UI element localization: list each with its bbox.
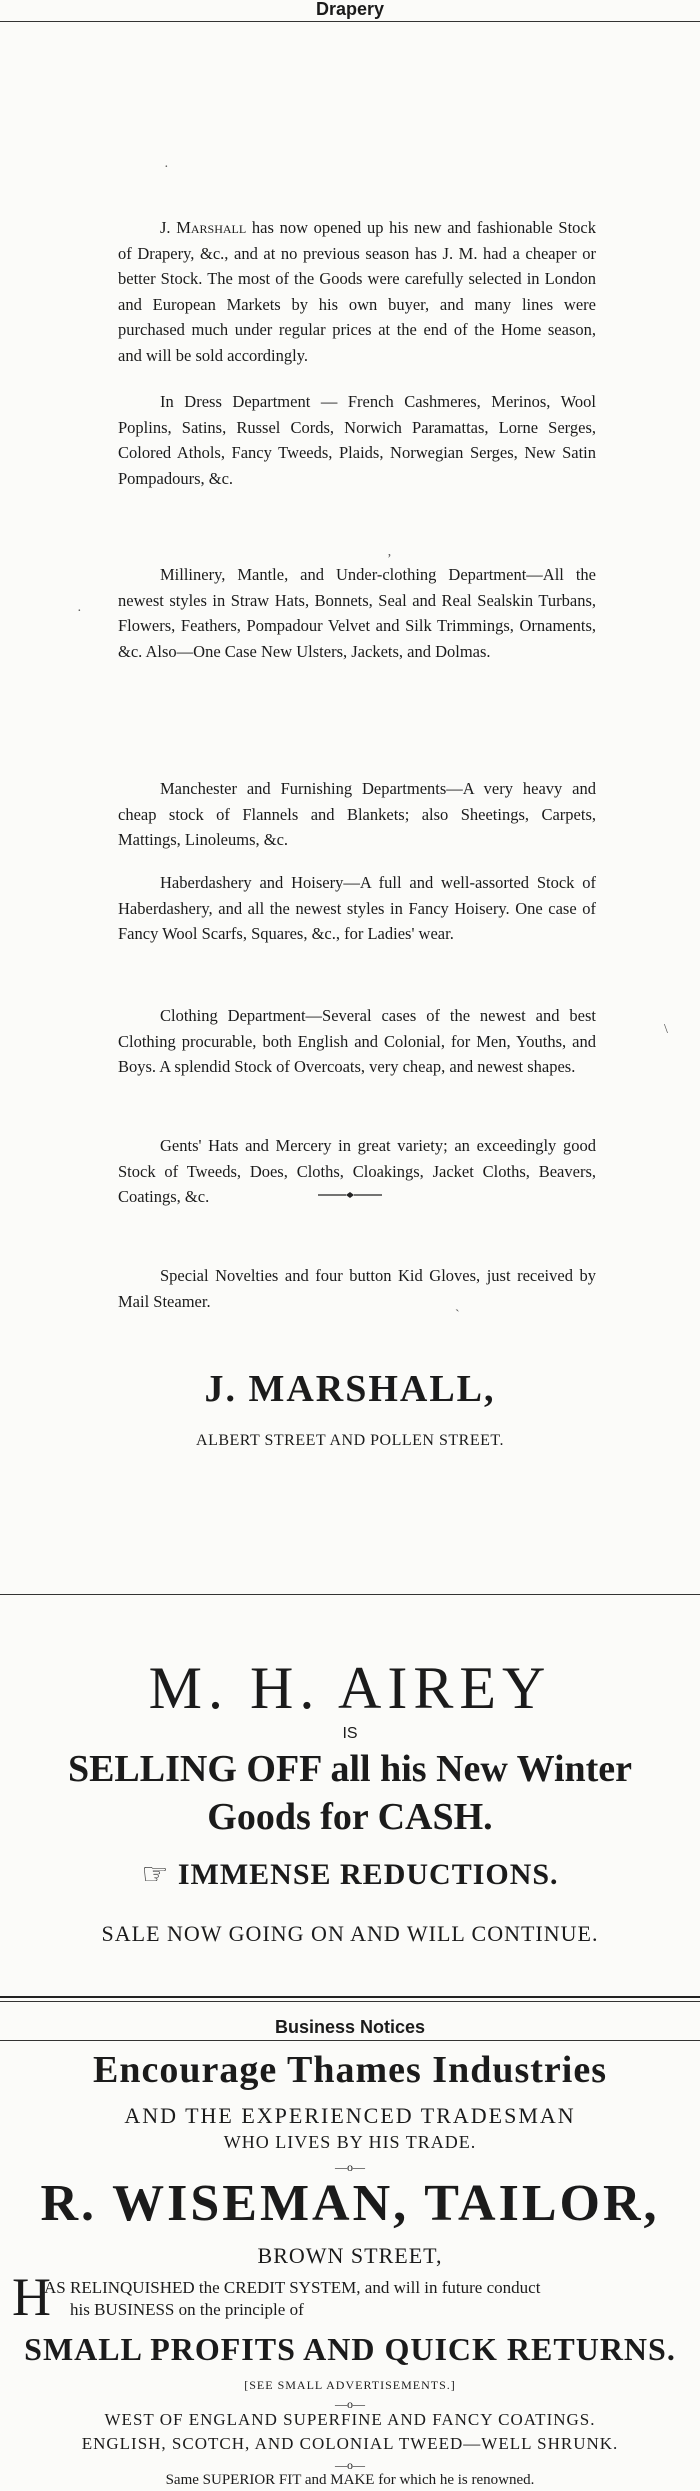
wiseman-name: R. WISEMAN, TAILOR, xyxy=(40,2175,660,2232)
airey-sale-notice: SALE NOW GOING ON AND WILL CONTINUE. xyxy=(101,1921,599,1946)
separator-o: —o— xyxy=(335,2397,365,2411)
encourage-heading: Encourage Thames Industries xyxy=(92,2049,608,2091)
business-header-rule xyxy=(0,2040,700,2041)
print-speck: ` xyxy=(455,1308,460,1323)
small-profits: SMALL PROFITS AND QUICK RETURNS. xyxy=(24,2331,676,2367)
airey-selling-off: SELLING OFF all his New Winter xyxy=(67,1748,633,1790)
print-speck: · xyxy=(77,604,82,619)
marshall-lead: J. Marshall xyxy=(160,218,247,237)
west-of-england: WEST OF ENGLAND SUPERFINE AND FANCY COATINGS. xyxy=(104,2410,596,2429)
superior-fit: Same SUPERIOR FIT and MAKE for which he is renowned. xyxy=(165,2472,535,2488)
marshall-intro-text: has now opened up his new and fashionable Stock of Drapery, &c., and at no previous season has J. M. had a cheaper or better Stock. The most of the Goods were carefully selected in London and European Markets by his own buyer, and many lines were purchased much under regular prices at the end of the Home season, and will be sold accordingly. xyxy=(118,218,597,365)
ornamental-divider xyxy=(318,1192,382,1198)
airey-reductions-line xyxy=(0,1858,700,1892)
section-header-drapery: Drapery xyxy=(315,0,385,19)
marshall-address: ALBERT STREET AND POLLEN STREET. xyxy=(196,1432,504,1449)
marshall-paragraph-millinery: Millinery, Mantle, and Under-clothing Department—All the newest styles in Straw Hats, Bonnets, Seal and Real Sealskin Turbans, Flowers, Feathers, Pompadour Velvet and Silk Trimmings, Ornaments, &c. Also—One Case New Ulsters, Jackets, and Dolmas. xyxy=(118,565,596,661)
marshall-paragraph-intro xyxy=(118,215,596,369)
separator-o: —o— xyxy=(335,2458,365,2472)
drop-cap: H xyxy=(12,2267,51,2327)
experienced-tradesman: AND THE EXPERIENCED TRADESMAN xyxy=(124,2103,576,2128)
airey-is: IS xyxy=(342,1725,358,1742)
separator-o: —o— xyxy=(335,2160,365,2174)
marshall-paragraph-manchester: Manchester and Furnishing Departments—A very heavy and cheap stock of Flannels and Blankets; also Sheetings, Carpets, Mattings, Linoleums, &c. xyxy=(118,779,596,850)
credit-notice-line1: AS RELINQUISHED the CREDIT SYSTEM, and will in future conduct xyxy=(44,2278,541,2297)
print-speck: ʼ xyxy=(387,552,392,567)
section-rule-thick xyxy=(0,1996,700,1998)
see-small-ads: [SEE SMALL ADVERTISEMENTS.] xyxy=(244,2378,456,2392)
marshall-paragraph-novelties: Special Novelties and four button Kid Gloves, just received by Mail Steamer. xyxy=(118,1266,596,1311)
section-header-business-notices: Business Notices xyxy=(274,2017,426,2037)
marshall-name: J. MARSHALL, xyxy=(204,1368,496,1410)
section-rule-thin xyxy=(0,2001,700,2002)
marshall-paragraph-haberdashery: Haberdashery and Hoisery—A full and well-assorted Stock of Haberdashery, and all the newest styles in Fancy Hoisery. One case of Fancy Wool Scarfs, Squares, &c., for Ladies' wear. xyxy=(118,873,596,944)
airey-name: M. H. AIREY xyxy=(148,1655,552,1721)
marshall-paragraph-clothing: Clothing Department—Several cases of the newest and best Clothing procurable, both English and Colonial, for Men, Youths, and Boys. A splendid Stock of Overcoats, very cheap, and newest shapes. xyxy=(118,1006,596,1077)
credit-notice xyxy=(12,2267,700,2328)
print-speck: · xyxy=(164,160,169,175)
wiseman-street: BROWN STREET, xyxy=(257,2243,443,2268)
print-speck: \ xyxy=(664,1022,668,1037)
header-rule xyxy=(0,21,700,22)
airey-goods-for-cash: Goods for CASH. xyxy=(207,1796,493,1838)
marshall-paragraph-hats: Gents' Hats and Mercery in great variety; an exceedingly good Stock of Tweeds, Does, Cloths, Cloakings, Jacket Cloths, Beavers, Coatings, &c. xyxy=(118,1136,596,1207)
credit-notice-line2: his BUSINESS on the principle of xyxy=(70,2300,304,2319)
who-lives-by-trade: WHO LIVES BY HIS TRADE. xyxy=(223,2132,477,2152)
airey-reductions: IMMENSE REDUCTIONS. xyxy=(177,1858,559,1891)
english-scotch-colonial: ENGLISH, SCOTCH, AND COLONIAL TWEED—WELL SHRUNK. xyxy=(81,2434,619,2453)
pointing-hand-icon: ☞ xyxy=(141,1858,170,1891)
marshall-paragraph-dress: In Dress Department — French Cashmeres, Merinos, Wool Poplins, Satins, Russel Cords, Norwich Paramattas, Lorne Serges, Colored Athols, Fancy Tweeds, Plaids, Norwegian Serges, New Satin Pompadours, &c. xyxy=(118,392,596,488)
section-rule xyxy=(0,1594,700,1595)
